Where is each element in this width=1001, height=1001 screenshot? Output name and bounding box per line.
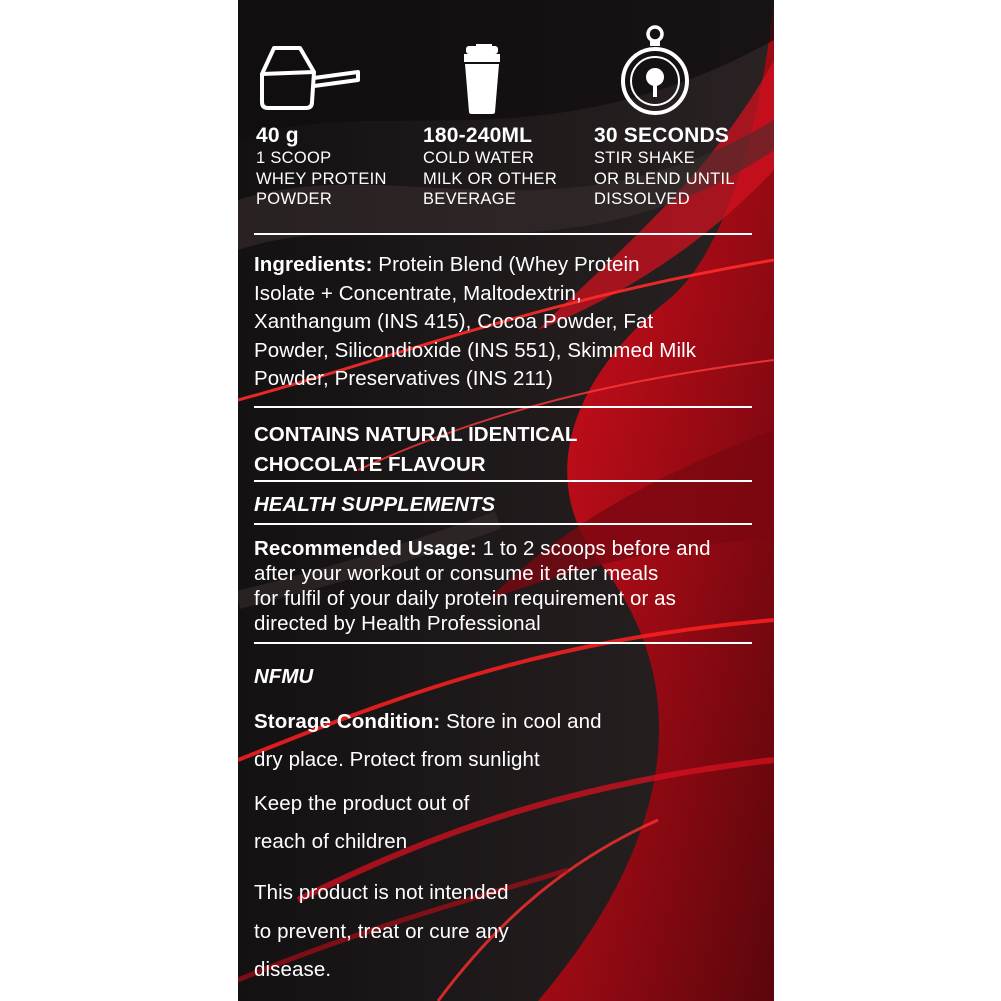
shaker-icon <box>462 44 502 116</box>
label-content <box>238 0 774 1001</box>
recommended-usage-text: for fulfil of your daily protein requirement or as <box>254 587 677 610</box>
storage-text: Store in cool and <box>440 710 602 733</box>
product-label-panel <box>238 0 774 1001</box>
usage-step-line: STIR SHAKE <box>594 149 696 167</box>
usage-step-line: BEVERAGE <box>423 190 517 208</box>
recommended-usage-text: 1 to 2 scoops before and <box>476 537 711 560</box>
usage-step-time <box>594 124 764 210</box>
ingredients-text: Protein Blend (Whey Protein <box>372 253 640 276</box>
ingredients-section <box>254 251 764 394</box>
usage-step-title: 180-240ML <box>423 124 533 147</box>
usage-step-line: DISSOLVED <box>594 190 690 208</box>
children-warning <box>254 785 764 861</box>
disclaimer-line: disease. <box>254 958 332 981</box>
usage-step-line: WHEY PROTEIN <box>256 169 387 188</box>
category-label: HEALTH SUPPLEMENTS <box>254 493 496 516</box>
divider <box>254 523 752 525</box>
stopwatch-icon <box>620 24 690 118</box>
usage-step-line: OR BLEND UNTIL <box>594 169 735 188</box>
recommended-usage-label: Recommended Usage: <box>254 537 477 560</box>
storage-text: dry place. Protect from sunlight <box>254 748 540 771</box>
storage-section <box>254 703 764 779</box>
nfmu-label: NFMU <box>254 665 314 688</box>
disclaimer <box>254 874 764 990</box>
divider <box>254 642 752 644</box>
ingredients-text: Isolate + Concentrate, Maltodextrin, <box>254 281 582 305</box>
recommended-usage-text: directed by Health Professional <box>254 612 541 635</box>
flavour-line: CONTAINS NATURAL IDENTICAL <box>254 423 578 446</box>
usage-step-scoop <box>256 124 426 210</box>
divider <box>254 233 752 235</box>
recommended-usage-text: after your workout or consume it after meals <box>254 562 659 585</box>
flavour-statement <box>254 420 764 480</box>
ingredients-text: Xanthangum (INS 415), Cocoa Powder, Fat <box>254 310 654 333</box>
usage-step-line: MILK OR OTHER <box>423 169 558 188</box>
ingredients-text: Powder, Silicondioxide (INS 551), Skimmed Milk <box>254 338 697 362</box>
ingredients-label: Ingredients: <box>254 253 373 276</box>
disclaimer-line: to prevent, treat or cure any <box>254 919 509 943</box>
usage-step-title: 40 g <box>256 124 299 147</box>
divider <box>254 406 752 408</box>
recommended-usage-section <box>254 536 764 636</box>
disclaimer-line: This product is not intended <box>254 881 509 904</box>
usage-step-liquid <box>423 124 593 210</box>
usage-step-line: POWDER <box>256 190 333 208</box>
usage-step-line: 1 SCOOP <box>256 149 332 167</box>
usage-step-title: 30 SECONDS <box>594 124 730 147</box>
flavour-line: CHOCOLATE FLAVOUR <box>254 453 486 476</box>
warning-line: reach of children <box>254 830 408 853</box>
ingredients-text: Powder, Preservatives (INS 211) <box>254 367 553 390</box>
scoop-icon <box>252 42 364 114</box>
warning-line: Keep the product out of <box>254 792 470 815</box>
divider <box>254 480 752 482</box>
usage-step-line: COLD WATER <box>423 149 535 167</box>
storage-label: Storage Condition: <box>254 710 441 733</box>
